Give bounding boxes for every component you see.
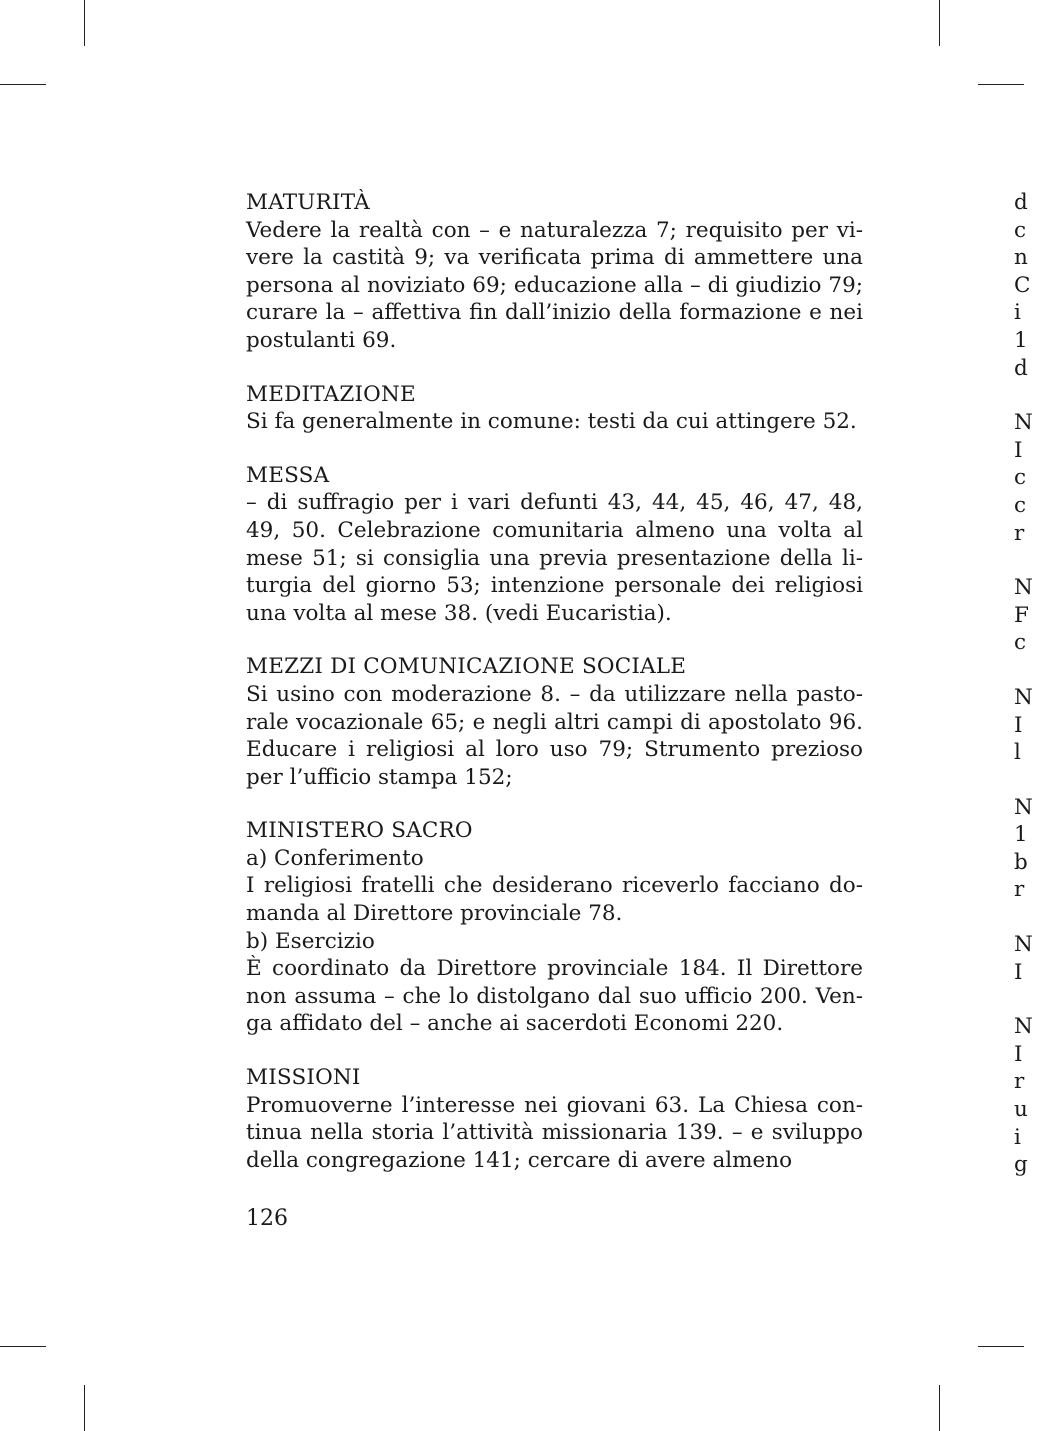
entry-body: È coordinato da Direttore provinciale 184. Il Direttore non assuma – che lo distolgano dal suo ufficio 200. Venga affidato del – anche ai sacerdoti Economi 220.	[246, 956, 863, 1037]
entry-subheading: a) Conferimento	[246, 845, 424, 871]
crop-mark-top-right	[939, 0, 940, 46]
crop-mark-bottom-left	[84, 1385, 85, 1431]
crop-mark-left-top	[0, 84, 46, 85]
entry-body: Vedere la realtà con – e naturalezza 7; requisito per vivere la castità 9; va verificata prima di ammettere una persona al noviziato 69; educazione alla – di giudizio 79; curare la – affettiva fin dall’inizio della formazione e nei postulanti 69.	[246, 217, 863, 353]
fragment: u	[1014, 1097, 1028, 1123]
fragment: i	[1014, 300, 1021, 326]
fragment: I	[1014, 437, 1023, 463]
entry-body: I religiosi fratelli che desiderano riceverlo facciano domanda al Direttore provinciale 78.	[246, 873, 863, 927]
fragment: d	[1014, 190, 1028, 215]
fragment: n	[1014, 245, 1028, 271]
entry-body: Si usino con moderazione 8. – da utilizzare nella pastorale vocazionale 65; e negli altri campi di apostolato 96. Educare i religiosi al loro uso 79; Strumento prezioso per l’ufficio stampa 152;	[246, 681, 863, 790]
index-entry-missioni	[246, 1064, 863, 1174]
entry-heading: MESSA	[246, 462, 330, 488]
entry-heading: MEDITAZIONE	[246, 381, 416, 407]
crop-mark-right-top	[978, 84, 1024, 85]
fragment: c	[1014, 630, 1027, 656]
fragment: c	[1014, 492, 1027, 518]
fragment: 1	[1014, 822, 1028, 848]
fragment: I	[1014, 959, 1023, 985]
entry-heading: MINISTERO SACRO	[246, 818, 473, 844]
fragment: r	[1014, 520, 1025, 546]
fragment: r	[1014, 877, 1025, 903]
entry-subheading: b) Esercizio	[246, 928, 375, 954]
fragment: l	[1014, 740, 1021, 766]
entry-body: Si fa generalmente in comune: testi da cui attingere 52.	[246, 409, 857, 435]
fragment: N	[1014, 410, 1033, 436]
fragment: F	[1014, 602, 1029, 628]
index-entry-meditazione	[246, 381, 863, 436]
index-entry-messa	[246, 462, 863, 628]
fragment: g	[1014, 1152, 1028, 1178]
crop-mark-left-bottom	[0, 1346, 46, 1347]
fragment: I	[1014, 712, 1023, 738]
entry-heading: MATURITÀ	[246, 190, 370, 215]
index-entry-mezzi-comunicazione	[246, 653, 863, 791]
entry-heading: MISSIONI	[246, 1065, 361, 1091]
fragment: N	[1014, 794, 1033, 820]
fragment: d	[1014, 355, 1028, 381]
entry-body: – di suffragio per i vari defunti 43, 44, 45, 46, 47, 48, 49, 50. Celebrazione comunitaria almeno una volta al mese 51; si consiglia una previa presentazione della liturgia del giorno 53; intenzione personale dei religiosi una volta al mese 38. (vedi Eucaristia).	[246, 490, 863, 626]
fragment: N	[1014, 1014, 1033, 1040]
index-column	[246, 189, 863, 1200]
index-entry-ministero-sacro	[246, 817, 863, 1038]
fragment: 1	[1014, 327, 1028, 353]
crop-mark-top-left	[84, 0, 85, 46]
crop-mark-bottom-right	[939, 1385, 940, 1431]
fragment: c	[1014, 465, 1027, 491]
fragment: c	[1014, 217, 1027, 243]
adjacent-page-column	[1014, 189, 1054, 1179]
fragment: C	[1014, 272, 1031, 298]
fragment: i	[1014, 1124, 1021, 1150]
entry-body: Promuoverne l’interesse nei giovani 63. La Chiesa continua nella storia l’attività missionaria 139. – e sviluppo della congregazione 141; cercare di avere almeno	[246, 1092, 863, 1173]
fragment: I	[1014, 1041, 1023, 1067]
page-number: 126	[246, 1206, 288, 1231]
fragment: b	[1014, 849, 1028, 875]
fragment: N	[1014, 684, 1033, 710]
crop-mark-right-bottom	[978, 1346, 1024, 1347]
fragment: r	[1014, 1069, 1025, 1095]
entry-heading: MEZZI DI COMUNICAZIONE SOCIALE	[246, 654, 687, 680]
index-entry-maturita	[246, 189, 863, 355]
fragment: N	[1014, 575, 1033, 601]
fragment: N	[1014, 932, 1033, 958]
